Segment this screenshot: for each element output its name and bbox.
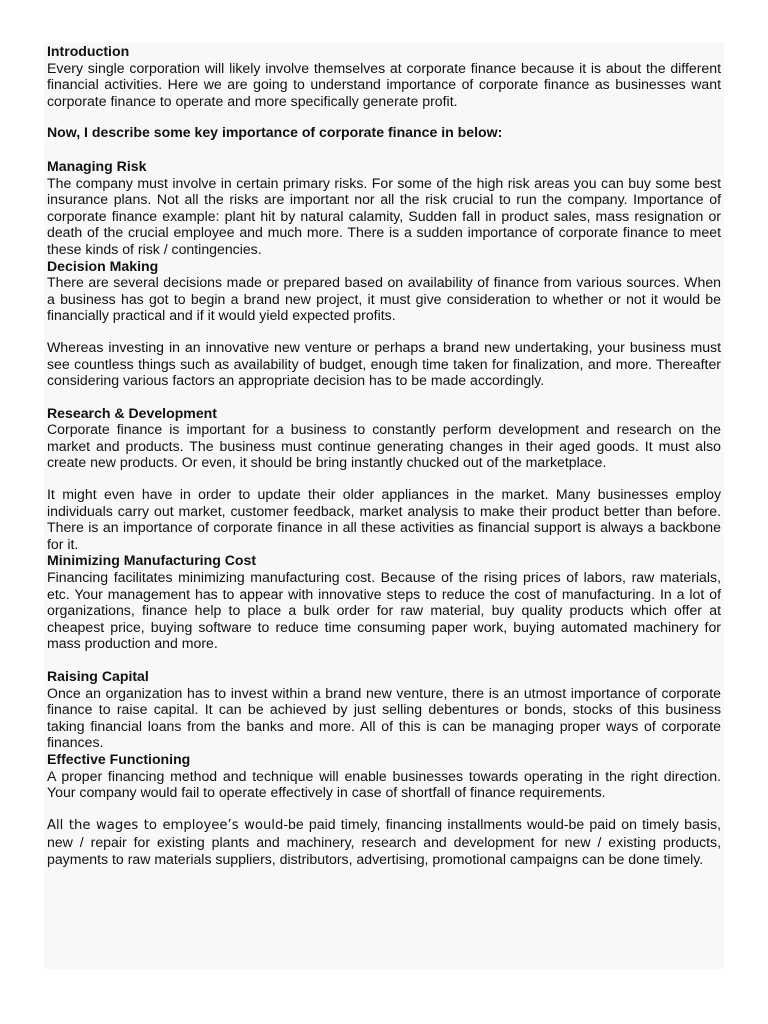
section-heading-decision-making: Decision Making <box>47 257 159 274</box>
section-heading-manufacturing-cost: Minimizing Manufacturing Cost <box>47 552 257 569</box>
document-page <box>44 42 724 969</box>
paragraph-managing-risk: The company must involve in certain primary risks. For some of the high risk areas you can buy some best insurance plans. Not all the risks are important nor all the risk crucial to run the company. Importance of corporate finance example: plant hit by natural calamity, Sudden fall in product sales, mass resignation or death of the crucial employee and much more. There is a sudden importance of corporate finance to meet these kinds of risk / contingencies. <box>47 174 721 257</box>
paragraph-research-development-2: It might even have in order to update their older appliances in the market. Many businesses employ individuals carry out market, customer feedback, market analysis to make their product better than before. There is an importance of corporate finance in all these activities as financial support is always a backbone for it. <box>47 486 721 552</box>
paragraph-manufacturing-cost: Financing facilitates minimizing manufacturing cost. Because of the rising prices of labors, raw materials, etc. Your management has to appear with innovative steps to reduce the cost of manufacturing. In a lot of organizations, finance help to place a bulk order for raw material, buy quality products which offer at cheapest price, buying software to reduce time consuming paper work, buying automated machinery for mass production and more. <box>47 569 721 652</box>
paragraph-effective-functioning-2 <box>47 816 721 868</box>
section-heading-research-development: Research & Development <box>47 404 217 421</box>
paragraph-lead-fragment: All the wages to employee’s would <box>47 817 284 833</box>
paragraph-decision-making: There are several decisions made or prepared based on availability of finance from various sources. When a business has got to begin a brand new project, it must give consideration to whether or not it would be financially practical and if it would yield expected profits. <box>47 274 721 324</box>
section-heading-introduction: Introduction <box>47 43 130 59</box>
paragraph-introduction: Every single corporation will likely involve themselves at corporate finance because it is about the different financial activities. Here we are going to understand importance of corporate finance as businesses want corporate finance to operate and more specifically generate profit. <box>47 59 721 109</box>
paragraph-effective-functioning: A proper financing method and technique will enable businesses towards operating in the right direction. Your company would fail to operate effectively in case of shortfall of finance requirements. <box>47 767 721 801</box>
lead-statement: Now, I describe some key importance of corporate finance in below: <box>47 124 503 141</box>
paragraph-decision-making-2: Whereas investing in an innovative new venture or perhaps a brand new undertaking, your business must see countless things such as availability of budget, enough time taken for finalization, and more. Thereafter considering various factors an appropriate decision has to be made accordingly. <box>47 338 721 389</box>
section-heading-managing-risk: Managing Risk <box>47 157 147 174</box>
paragraph-raising-capital: Once an organization has to invest within a brand new venture, there is an utmost importance of corporate finance to raise capital. It can be achieved by just selling debentures or bonds, stocks of this business taking financial loans from the banks and more. All of this is can be managing proper ways of corporate finances. <box>47 684 721 751</box>
section-heading-effective-functioning: Effective Functioning <box>47 750 191 767</box>
paragraph-research-development: Corporate finance is important for a business to constantly perform development and research on the market and products. The business must continue generating changes in their aged goods. It must also create new products. Or even, it should be bring instantly chucked out of the marketplace. <box>47 421 721 471</box>
section-heading-raising-capital: Raising Capital <box>47 668 149 684</box>
paragraph-rest-fragment: -be paid timely, financing installments would-be paid on timely basis, new / repair for existing plants and machinery, research and development for new / existing products, payments to raw materials suppliers, distributors, advertising, promotional campaigns can be done timely. <box>47 815 721 867</box>
